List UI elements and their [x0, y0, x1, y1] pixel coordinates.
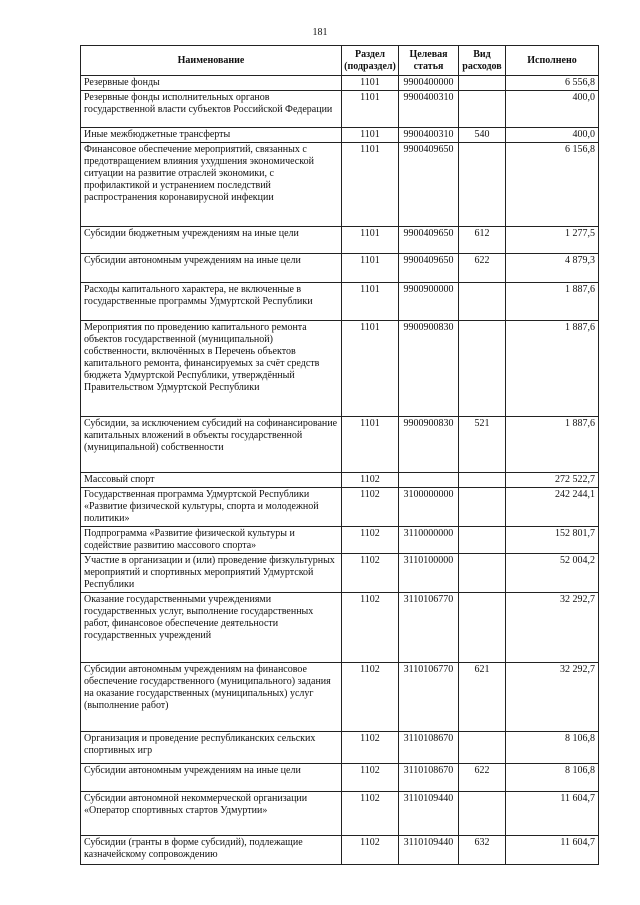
row-name: Оказание государственными учреждениями государственных услуг, выполнение государственных работ, финансовое обеспечение деятельности государственных учреждений: [81, 593, 342, 663]
row-section: 1102: [342, 732, 399, 764]
row-expense-type: [459, 283, 506, 321]
row-section: 1102: [342, 663, 399, 732]
row-article: 9900409650: [399, 227, 459, 254]
row-amount: 6 556,8: [506, 76, 599, 91]
table-row: [81, 143, 599, 227]
row-name: Подпрограмма «Развитие физической культуры и содействие развитию массового спорта»: [81, 527, 342, 554]
row-article: 9900409650: [399, 143, 459, 227]
row-amount: 6 156,8: [506, 143, 599, 227]
row-name: Субсидии (гранты в форме субсидий), подлежащие казначейскому сопровождению: [81, 836, 342, 865]
row-expense-type: [459, 321, 506, 417]
row-expense-type: 540: [459, 128, 506, 143]
table-row: [81, 417, 599, 473]
row-name: Субсидии, за исключением субсидий на софинансирование капитальных вложений в объекты государственной (муниципальной) собственности: [81, 417, 342, 473]
header-executed: Исполнено: [506, 46, 599, 76]
row-name: Субсидии бюджетным учреждениям на иные цели: [81, 227, 342, 254]
row-section: 1101: [342, 417, 399, 473]
row-article: 9900900830: [399, 417, 459, 473]
row-name: Субсидии автономной некоммерческой организации «Оператор спортивных стартов Удмуртии»: [81, 792, 342, 836]
row-amount: 1 887,6: [506, 417, 599, 473]
row-section: 1101: [342, 91, 399, 128]
row-article: 3110000000: [399, 527, 459, 554]
row-amount: 52 004,2: [506, 554, 599, 593]
row-article: 3100000000: [399, 488, 459, 527]
row-section: 1102: [342, 554, 399, 593]
table-row: [81, 764, 599, 792]
row-expense-type: [459, 554, 506, 593]
row-expense-type: [459, 143, 506, 227]
row-article: 3110109440: [399, 792, 459, 836]
table-row: [81, 254, 599, 283]
row-amount: 242 244,1: [506, 488, 599, 527]
row-amount: 400,0: [506, 128, 599, 143]
row-expense-type: [459, 488, 506, 527]
row-section: 1101: [342, 283, 399, 321]
table-row: [81, 227, 599, 254]
row-amount: 1 277,5: [506, 227, 599, 254]
row-section: 1102: [342, 836, 399, 865]
row-article: 9900900000: [399, 283, 459, 321]
table-row: [81, 473, 599, 488]
row-article: 3110108670: [399, 764, 459, 792]
table-row: [81, 836, 599, 865]
row-article: 3110106770: [399, 663, 459, 732]
row-expense-type: 612: [459, 227, 506, 254]
table-row: [81, 128, 599, 143]
row-expense-type: [459, 527, 506, 554]
row-name: Иные межбюджетные трансферты: [81, 128, 342, 143]
row-name: Организация и проведение республиканских сельских спортивных игр: [81, 732, 342, 764]
row-amount: 11 604,7: [506, 792, 599, 836]
row-article: 3110100000: [399, 554, 459, 593]
row-section: 1101: [342, 227, 399, 254]
row-section: 1101: [342, 321, 399, 417]
table-row: [81, 554, 599, 593]
row-section: 1101: [342, 76, 399, 91]
row-amount: 32 292,7: [506, 593, 599, 663]
table-row: [81, 527, 599, 554]
row-expense-type: [459, 593, 506, 663]
table-row: [81, 732, 599, 764]
row-name: Субсидии автономным учреждениям на иные цели: [81, 764, 342, 792]
row-article: 3110109440: [399, 836, 459, 865]
row-amount: 32 292,7: [506, 663, 599, 732]
table-row: [81, 792, 599, 836]
row-article: [399, 473, 459, 488]
row-name: Участие в организации и (или) проведение физкультурных мероприятий и спортивных мероприятий Удмуртской Республики: [81, 554, 342, 593]
row-expense-type: [459, 732, 506, 764]
row-amount: 1 887,6: [506, 321, 599, 417]
row-name: Резервные фонды исполнительных органов государственной власти субъектов Российской Федерации: [81, 91, 342, 128]
table-row: [81, 321, 599, 417]
row-article: 9900400000: [399, 76, 459, 91]
budget-table: [80, 45, 599, 865]
page-number: 181: [312, 27, 328, 38]
header-section: Раздел (подраздел): [342, 46, 399, 76]
row-expense-type: 622: [459, 254, 506, 283]
row-expense-type: 622: [459, 764, 506, 792]
row-name: Субсидии автономным учреждениям на финансовое обеспечение государственного (муниципального) задания на оказание государственных (муниципальных) услуг (выполнение работ): [81, 663, 342, 732]
table-row: [81, 283, 599, 321]
row-expense-type: 621: [459, 663, 506, 732]
row-amount: 4 879,3: [506, 254, 599, 283]
row-name: Государственная программа Удмуртской Республики «Развитие физической культуры, спорта и молодежной политики»: [81, 488, 342, 527]
row-amount: 8 106,8: [506, 732, 599, 764]
row-section: 1102: [342, 488, 399, 527]
row-expense-type: [459, 91, 506, 128]
table-row: [81, 488, 599, 527]
row-expense-type: [459, 792, 506, 836]
row-section: 1102: [342, 527, 399, 554]
header-name: Наименование: [81, 46, 342, 76]
row-article: 9900400310: [399, 91, 459, 128]
row-amount: 152 801,7: [506, 527, 599, 554]
header-article: Целевая статья: [399, 46, 459, 76]
row-section: 1102: [342, 764, 399, 792]
table-header-row: [81, 46, 599, 76]
row-article: 9900409650: [399, 254, 459, 283]
row-article: 9900400310: [399, 128, 459, 143]
row-article: 3110106770: [399, 593, 459, 663]
table-row: [81, 76, 599, 91]
row-article: 9900900830: [399, 321, 459, 417]
row-name: Субсидии автономным учреждениям на иные цели: [81, 254, 342, 283]
row-amount: 400,0: [506, 91, 599, 128]
table-row: [81, 91, 599, 128]
row-section: 1102: [342, 593, 399, 663]
row-amount: 272 522,7: [506, 473, 599, 488]
row-article: 3110108670: [399, 732, 459, 764]
row-amount: 8 106,8: [506, 764, 599, 792]
row-name: Расходы капитального характера, не включенные в государственные программы Удмуртской Республики: [81, 283, 342, 321]
header-expense-type: Вид расходов: [459, 46, 506, 76]
row-expense-type: 521: [459, 417, 506, 473]
table-row: [81, 593, 599, 663]
row-name: Массовый спорт: [81, 473, 342, 488]
row-expense-type: 632: [459, 836, 506, 865]
row-name: Мероприятия по проведению капитального ремонта объектов государственной (муниципальной) собственности, включённых в Перечень объектов капитального ремонта, финансируемых за счёт средств бюджета Удмуртской Республики, утверждённый Правительством Удмуртской Республики: [81, 321, 342, 417]
row-section: 1102: [342, 473, 399, 488]
row-amount: 11 604,7: [506, 836, 599, 865]
row-section: 1101: [342, 143, 399, 227]
row-section: 1101: [342, 254, 399, 283]
row-section: 1102: [342, 792, 399, 836]
row-section: 1101: [342, 128, 399, 143]
row-amount: 1 887,6: [506, 283, 599, 321]
row-expense-type: [459, 76, 506, 91]
row-expense-type: [459, 473, 506, 488]
row-name: Резервные фонды: [81, 76, 342, 91]
table-row: [81, 663, 599, 732]
row-name: Финансовое обеспечение мероприятий, связанных с предотвращением влияния ухудшения экономической ситуации на развитие отраслей экономики, с профилактикой и устранением последствий распространения коронавирусной инфекции: [81, 143, 342, 227]
